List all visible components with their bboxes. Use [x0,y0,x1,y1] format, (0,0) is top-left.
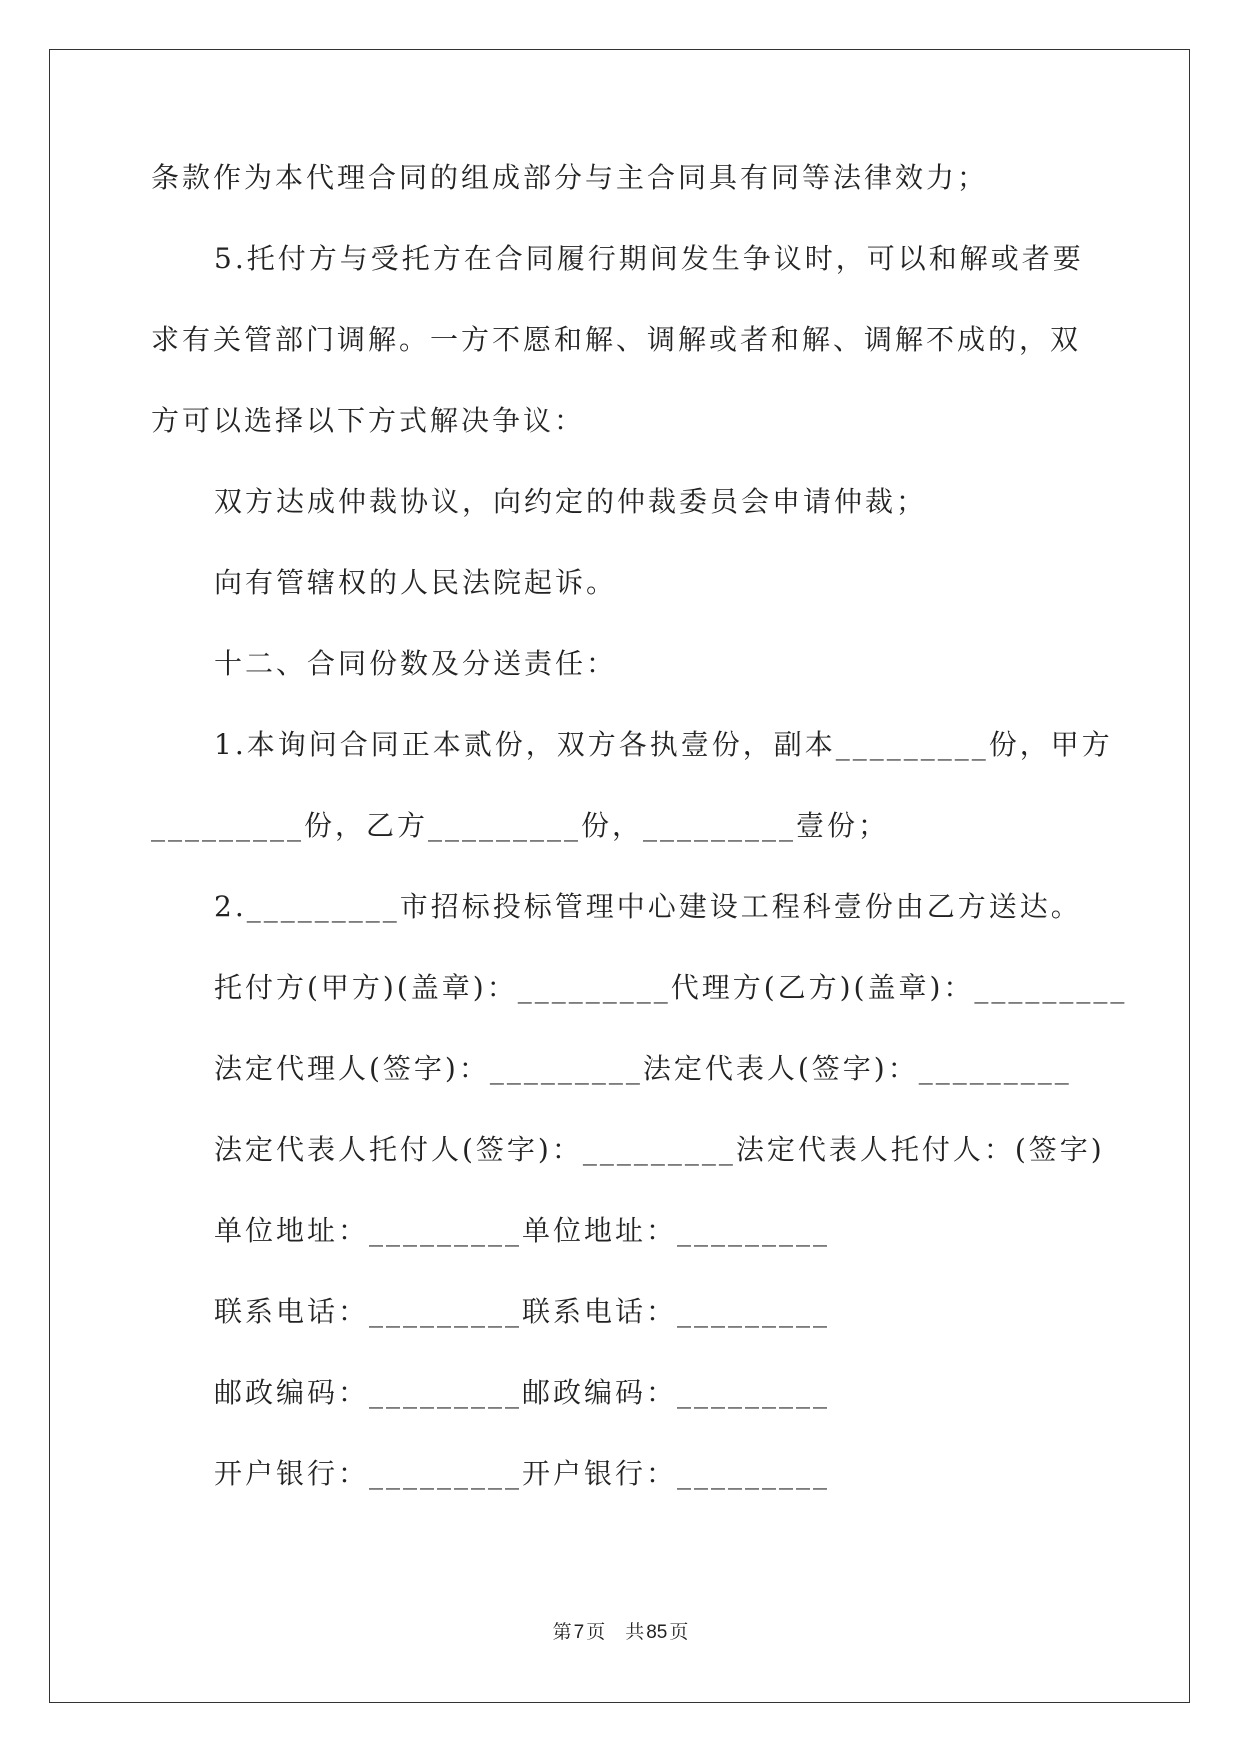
text-line: 向有管辖权的人民法院起诉。 [214,566,618,599]
form-line-address: 单位地址：_________单位地址：_________ [214,1214,831,1247]
form-line-postcode: 邮政编码：_________邮政编码：_________ [214,1376,831,1409]
signature-line: 法定代理人(签字)：_________法定代表人(签字)：_________ [214,1052,1072,1085]
signature-line: 托付方(甲方)(盖章)：_________代理方(乙方)(盖章)：_________ [214,971,1128,1004]
footer-total-suffix: 页 [669,1621,689,1643]
form-line-bank: 开户银行：_________开户银行：_________ [214,1457,831,1490]
text-line: 求有关管部门调解。一方不愿和解、调解或者和解、调解不成的，双 [151,323,1082,356]
text-line: 双方达成仲裁协议，向约定的仲裁委员会申请仲裁； [214,485,928,518]
document-body [151,160,1128,1537]
form-line-phone: 联系电话：_________联系电话：_________ [214,1295,831,1328]
total-pages: 85 [646,1622,668,1643]
section-heading: 十二、合同份数及分送责任： [214,647,618,680]
footer-prefix: 第 [552,1621,572,1643]
text-line: 条款作为本代理合同的组成部分与主合同具有同等法律效力； [151,161,989,194]
footer-total-prefix: 共 [625,1621,645,1643]
signature-line: 法定代表人托付人(签字)：_________法定代表人托付人：(签字) [214,1133,1105,1166]
text-line: 5.托付方与受托方在合同履行期间发生争议时，可以和解或者要 [214,242,1084,275]
text-line: 1.本询问合同正本贰份，双方各执壹份，副本_________份，甲方 [214,728,1113,761]
text-line: 2._________市招标投标管理中心建设工程科壹份由乙方送达。 [214,890,1082,923]
page-footer [0,1617,1241,1644]
footer-page-suffix: 页 [586,1621,606,1643]
page-number: 7 [573,1622,585,1643]
text-line: 方可以选择以下方式解决争议： [151,404,586,437]
text-line: _________份，乙方_________份，_________壹份； [151,809,890,842]
